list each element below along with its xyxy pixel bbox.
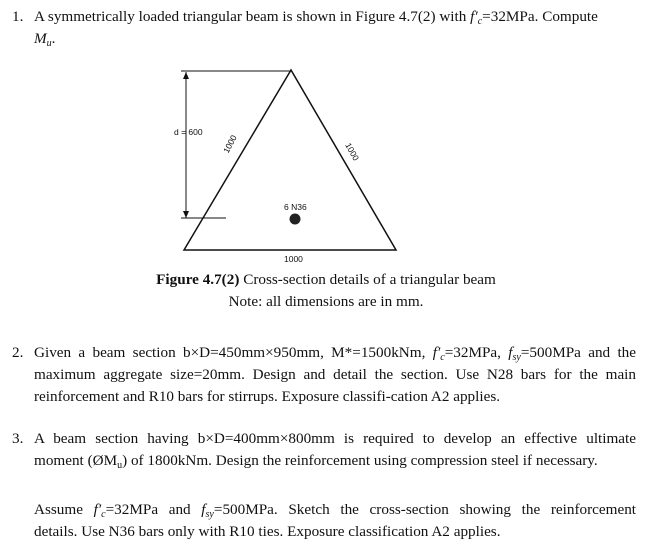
question-1-line-2: $M_u$.	[34, 30, 56, 49]
triangle-outline	[184, 70, 396, 250]
reinforcement-bar	[290, 214, 301, 225]
question-1-line-1: A symmetrically loaded triangular beam is shown in Figure 4.7(2) with $f'_c=32MPa$. Compute	[34, 8, 598, 27]
question-3-line-2: moment $(ØM_u)$ of 1800kNm. Design the reinforcement using compression steel if necessary.	[34, 452, 598, 471]
depth-label: d = 600	[174, 127, 203, 137]
question-3-assume-line: Assume $f'_c=32MPa$ and $f_{sy}=500MPa$. Sketch the cross-section showing the reinforcement	[34, 501, 637, 520]
figure-note: Note: all dimensions are in mm.	[228, 293, 424, 310]
base-label: 1000	[284, 254, 303, 264]
depth-arrow-bottom	[183, 211, 189, 218]
bar-label: 6 N36	[284, 202, 307, 212]
fc-symbol: $f'_c$	[470, 8, 483, 27]
question-3-line-1: A beam section having b×D=400mm×800mm is required to develop an effective ultimate	[34, 430, 636, 447]
question-2-number: 2.	[12, 344, 24, 361]
figure-caption: Figure 4.7(2) Cross-section details of a triangular beam	[156, 271, 496, 288]
right-side-label: 1000	[343, 141, 362, 163]
question-2-line-3: reinforcement and R10 bars for stirrups. Exposure classifi-cation A2 applies.	[34, 388, 501, 405]
question-3-number: 3.	[12, 430, 24, 447]
depth-arrow-top	[183, 72, 189, 79]
left-side-label: 1000	[221, 133, 239, 155]
question-3-line-4: details. Use N36 bars only with R10 ties. Exposure classification A2 applies.	[34, 523, 501, 540]
question-2-line-1: Given a beam section b×D=450mm×950mm, M*=1500kNm, $f'_c=32MPa$, $f_{sy}=500MPa$ and the	[34, 344, 636, 363]
question-2-line-2: maximum aggregate size=20mm. Design and detail the section. Use N28 bars for the main	[34, 366, 636, 383]
question-1-number: 1.	[12, 8, 24, 25]
